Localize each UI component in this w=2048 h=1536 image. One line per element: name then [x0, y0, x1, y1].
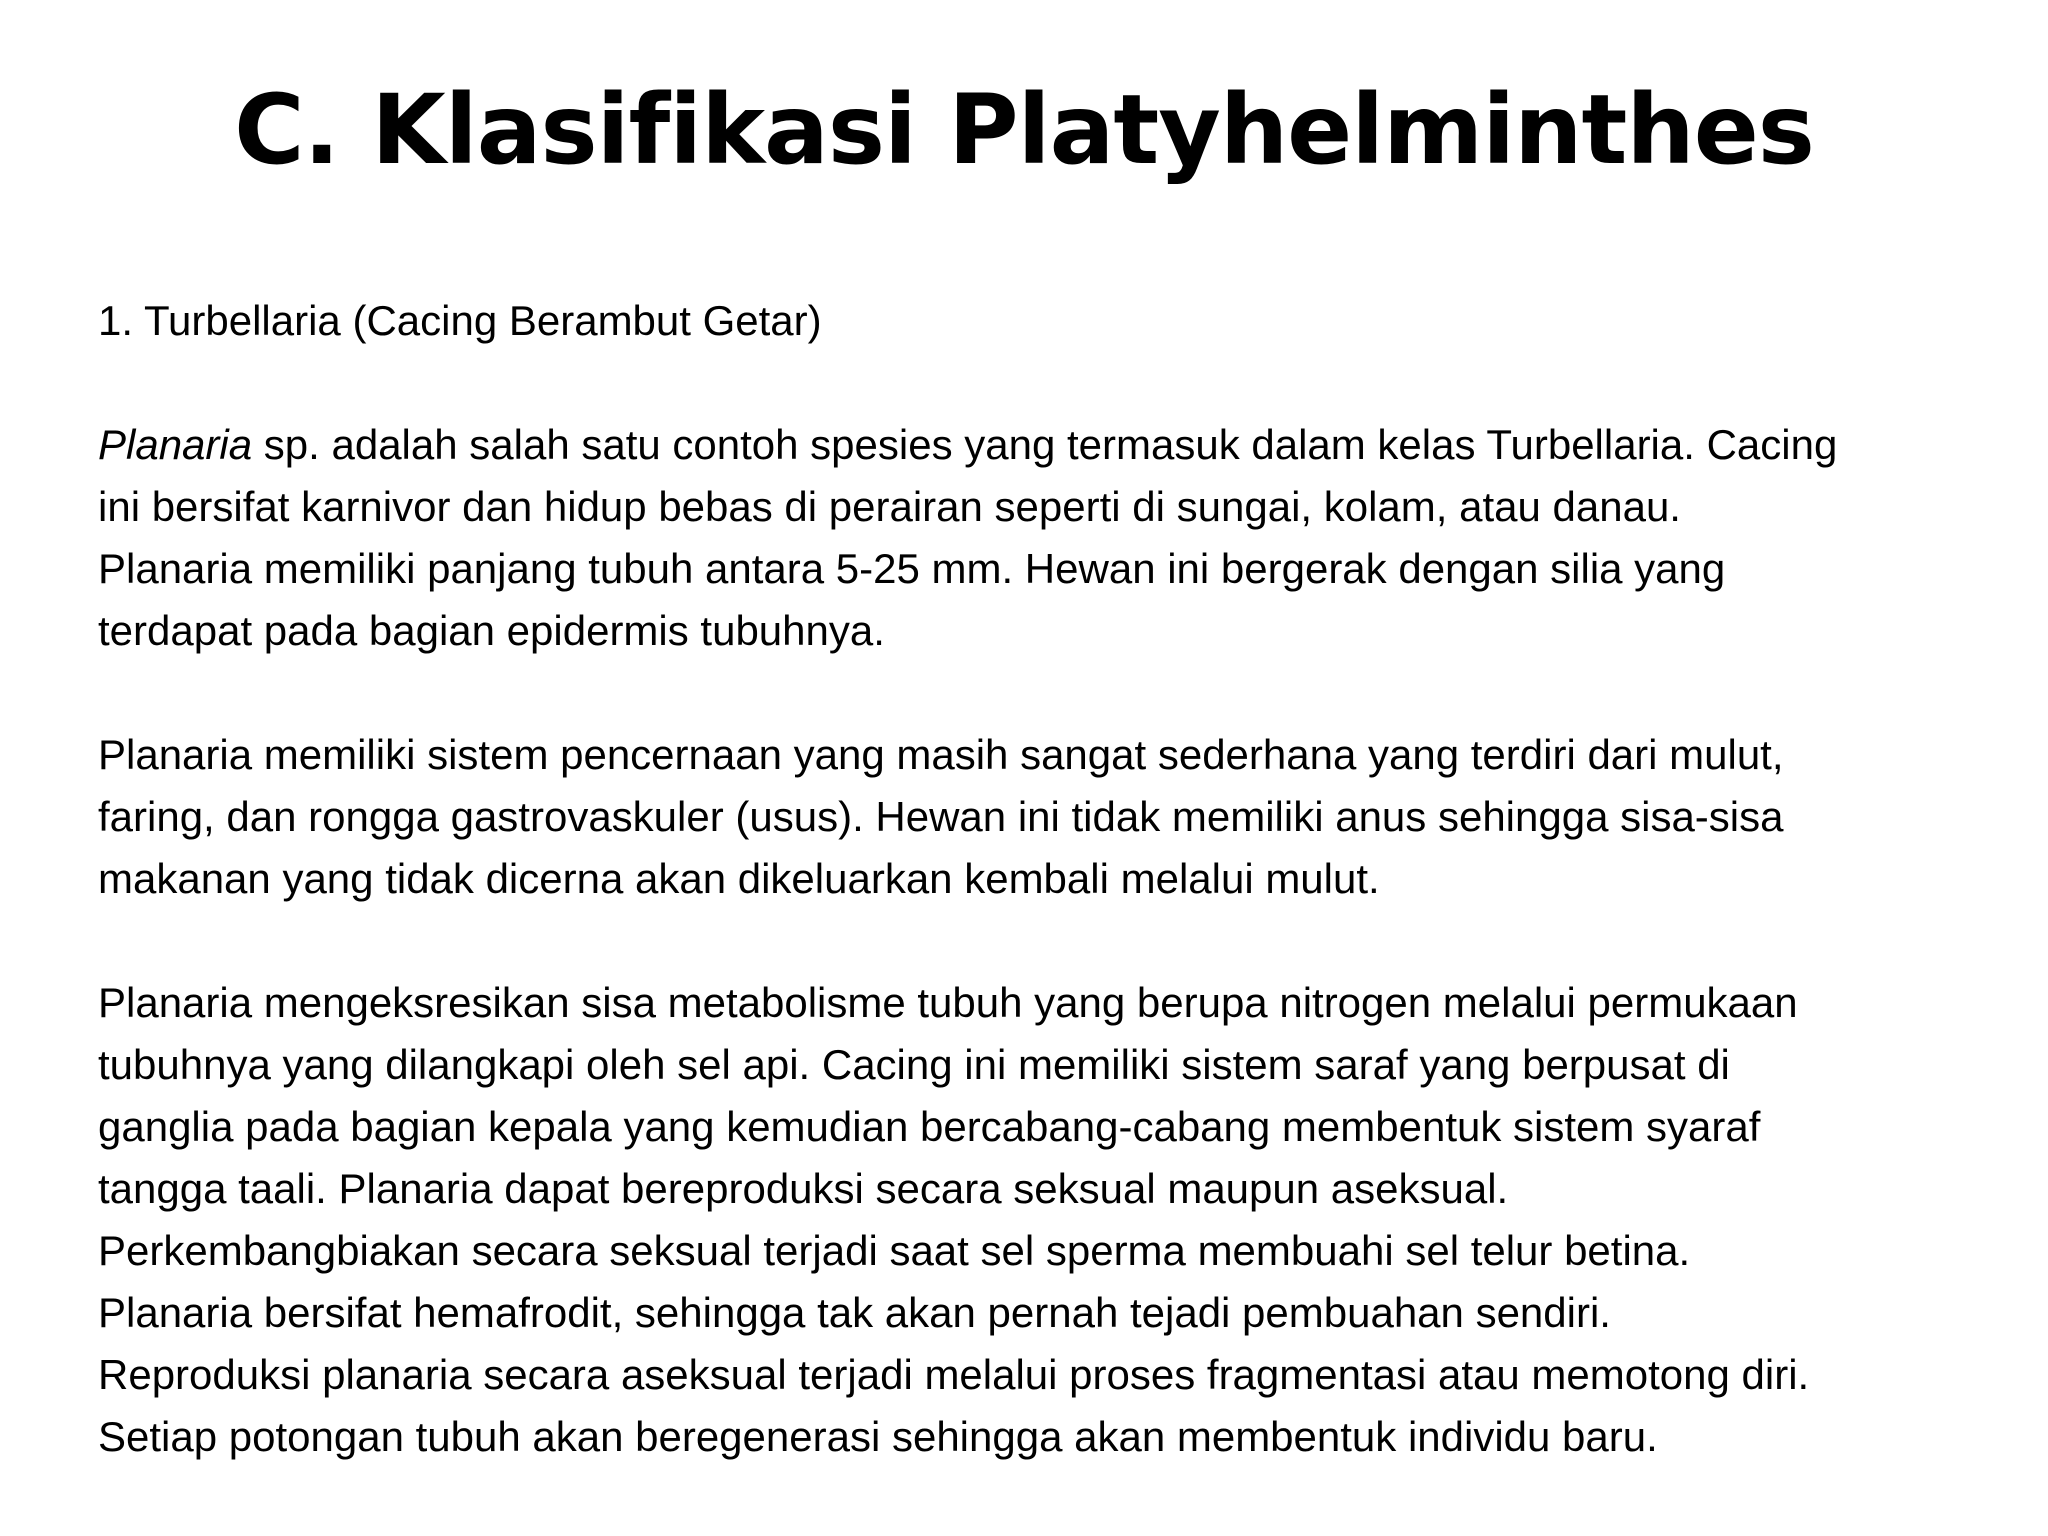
paragraph-3-line-1: Planaria mengeksresikan sisa metabolisme tubuh yang berupa nitrogen melalui permukaan — [98, 979, 1798, 1026]
paragraph-1-line-3: Planaria memiliki panjang tubuh antara 5-25 mm. Hewan ini bergerak dengan silia yang — [98, 545, 1726, 592]
paragraph-1-line-1-text: sp. adalah salah satu contoh spesies yang termasuk dalam kelas Turbellaria. Cacing — [252, 421, 1838, 468]
paragraph-1 — [98, 414, 2018, 662]
paragraph-1-line-2: ini bersifat karnivor dan hidup bebas di perairan seperti di sungai, kolam, atau danau. — [98, 483, 1681, 530]
paragraph-1-line-1 — [98, 414, 2018, 476]
paragraph-3-line-2: tubuhnya yang dilangkapi oleh sel api. Cacing ini memiliki sistem saraf yang berpusat di — [98, 1041, 1730, 1088]
paragraph-3-line-6: Planaria bersifat hemafrodit, sehingga tak akan pernah tejadi pembuahan sendiri. — [98, 1289, 1611, 1336]
paragraph-2-line-3: makanan yang tidak dicerna akan dikeluarkan kembali melalui mulut. — [98, 855, 1380, 902]
paragraph-3 — [98, 972, 2018, 1468]
paragraph-2-line-1: Planaria memiliki sistem pencernaan yang masih sangat sederhana yang terdiri dari mulut, — [98, 731, 1784, 778]
slide-title: C. Klasifikasi Platyhelminthes — [234, 74, 1814, 186]
paragraph-2 — [98, 724, 2018, 910]
section-heading: 1. Turbellaria (Cacing Berambut Getar) — [98, 297, 822, 344]
paragraph-3-line-4: tangga taali. Planaria dapat bereproduksi secara seksual maupun aseksual. — [98, 1165, 1509, 1212]
paragraph-2-line-2: faring, dan rongga gastrovaskuler (usus). Hewan ini tidak memiliki anus sehingga sisa-sisa — [98, 793, 1784, 840]
slide-body — [98, 290, 2018, 1530]
paragraph-1-line-4: terdapat pada bagian epidermis tubuhnya. — [98, 607, 885, 654]
paragraph-3-line-3: ganglia pada bagian kepala yang kemudian bercabang-cabang membentuk sistem syaraf — [98, 1103, 1761, 1150]
paragraph-3-line-7: Reproduksi planaria secara aseksual terjadi melalui proses fragmentasi atau memotong diri. — [98, 1351, 1810, 1398]
species-name-italic: Planaria — [98, 421, 253, 468]
paragraph-3-line-5: Perkembangbiakan secara seksual terjadi saat sel sperma membuahi sel telur betina. — [98, 1227, 1691, 1274]
paragraph-3-line-8: Setiap potongan tubuh akan beregenerasi sehingga akan membentuk individu baru. — [98, 1413, 1658, 1460]
